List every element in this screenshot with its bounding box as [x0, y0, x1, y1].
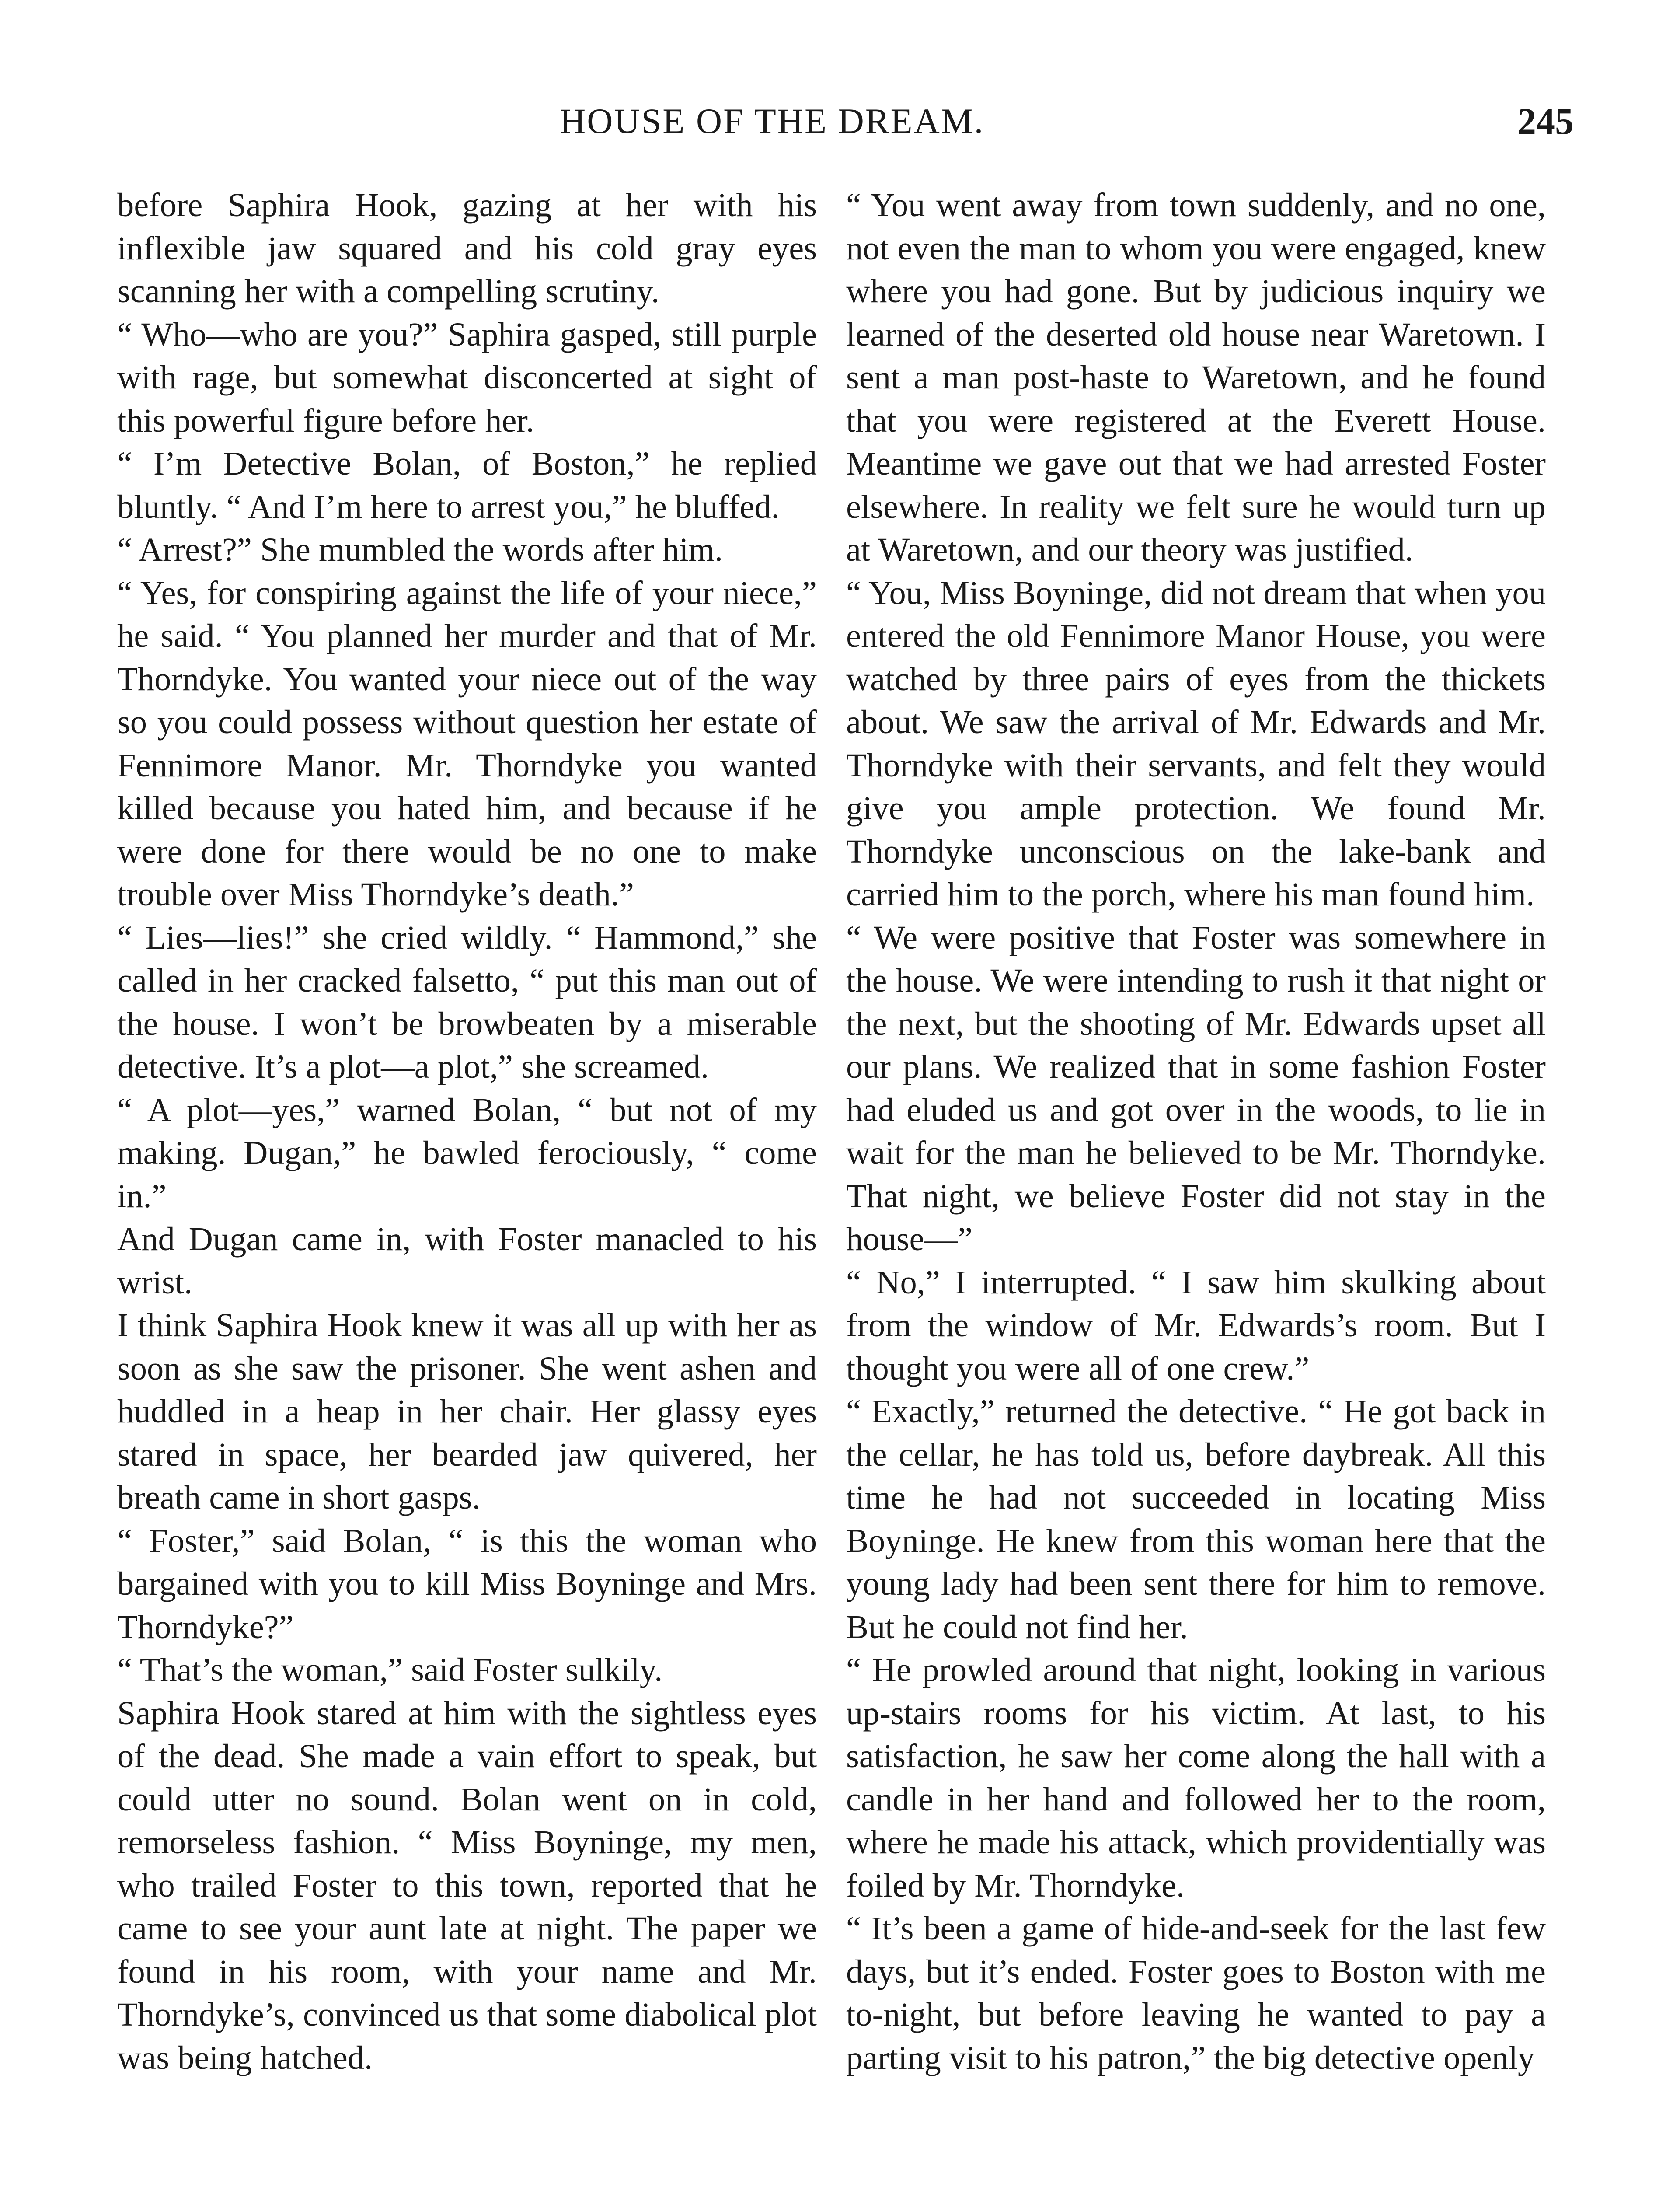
paragraph: I think Saphira Hook knew it was all up with her as soon as she saw the prisoner. She went ashen and huddled in a heap in her chair. Her glassy eyes stared in space, her bearded jaw quivered, her breath came in short gasps.	[117, 1307, 817, 1516]
paragraph: “ You, Miss Boyninge, did not dream that when you entered the old Fennimore Manor House, you were watched by three pairs of eyes from the thickets about. We saw the arrival of Mr. Edwards and Mr. Thorndyke with their servants, and felt they would give you ample protection. We found Mr. Thorndyke unconscious on the lake-bank and carried him to the porch, where his man found him.	[846, 574, 1546, 913]
paragraph: “ We were positive that Foster was somewhere in the house. We were intending to rush it that night or the next, but the shooting of Mr. Edwards upset all our plans. We realized that in some fashion Foster had eluded us and got over in the woods, to lie in wait for the man he believed to be Mr. Thorndyke. That night, we believe Foster did not stay in the house—”	[846, 919, 1546, 1258]
paragraph: “ That’s the woman,” said Foster sulkily.	[117, 1651, 663, 1688]
paragraph: “ You went away from town suddenly, and no one, not even the man to whom you were engaged, knew where you had gone. But by judicious inquiry we learned of the deserted old house near Waretown. I sent a man post-haste to Waretown, and he found that you were registered at the Everett House. Meantime we gave out that we had arrested Foster elsewhere. In reality we felt sure he would turn up at Waretown, and our theory was justified.	[846, 186, 1546, 568]
paragraph: “ I’m Detective Bolan, of Boston,” he replied bluntly. “ And I’m here to arrest you,” he bluffed.	[117, 445, 817, 525]
running-title: HOUSE OF THE DREAM.	[560, 101, 985, 141]
paragraph: “ Foster,” said Bolan, “ is this the woman who bargained with you to kill Miss Boyninge and Mrs. Thorndyke?”	[117, 1522, 817, 1645]
paragraph: “ Exactly,” returned the detective. “ He got back in the cellar, he has told us, before daybreak. All this time he had not succeeded in locating Miss Boyninge. He knew from this woman here that the young lady had been sent there for him to remove. But he could not find her.	[846, 1393, 1546, 1645]
paragraph: “ Yes, for conspiring against the life of your niece,” he said. “ You planned her murder and that of Mr. Thorndyke. You wanted your niece out of the way so you could possess without question her estate of Fennimore Manor. Mr. Thorndyke you wanted killed because you hated him, and because if he were done for there would be no one to make trouble over Miss Thorndyke’s death.”	[117, 574, 817, 913]
paragraph: “ No,” I interrupted. “ I saw him skulking about from the window of Mr. Edwards’s room. But I thought you were all of one crew.”	[846, 1263, 1546, 1387]
paragraph: “ It’s been a game of hide-and-seek for the last few days, but it’s ended. Foster goes to Boston with me to-night, but before leaving he wanted to pay a parting visit to his patron,” the big detective openly	[846, 1910, 1546, 2076]
left-column	[117, 184, 817, 2079]
paragraph: “ Who—who are you?” Saphira gasped, still purple with rage, but somewhat disconcerted at sight of this powerful figure before her.	[117, 315, 817, 439]
paragraph: Saphira Hook stared at him with the sightless eyes of the dead. She made a vain effort to speak, but could utter no sound. Bolan went on in cold, remorseless fashion. “ Miss Boyninge, my men, who trailed Foster to this town, reported that he came to see your aunt late at night. The paper we found in his room, with your name and Mr. Thorndyke’s, convinced us that some diabolical plot was being hatched.	[117, 1694, 817, 2076]
paragraph: “ He prowled around that night, looking in various up-stairs rooms for his victim. At last, to his satisfaction, he saw her come along the hall with a candle in her hand and followed her to the room, where he made his attack, which providentially was foiled by Mr. Thorndyke.	[846, 1651, 1546, 1904]
page-number: 245	[1517, 100, 1574, 142]
paragraph: before Saphira Hook, gazing at her with his inflexible jaw squared and his cold gray eyes scanning her with a compelling scrutiny.	[117, 186, 817, 310]
paragraph: “ Arrest?” She mumbled the words after him.	[117, 531, 723, 568]
running-head	[0, 97, 1680, 145]
paragraph: “ Lies—lies!” she cried wildly. “ Hammond,” she called in her cracked falsetto, “ put this man out of the house. I won’t be browbeaten by a miserable detective. It’s a plot—a plot,” she screamed.	[117, 919, 817, 1085]
right-column	[846, 184, 1546, 2079]
paragraph: And Dugan came in, with Foster manacled to his wrist.	[117, 1220, 817, 1301]
paragraph: “ A plot—yes,” warned Bolan, “ but not of my making. Dugan,” he bawled ferociously, “ come in.”	[117, 1091, 817, 1215]
